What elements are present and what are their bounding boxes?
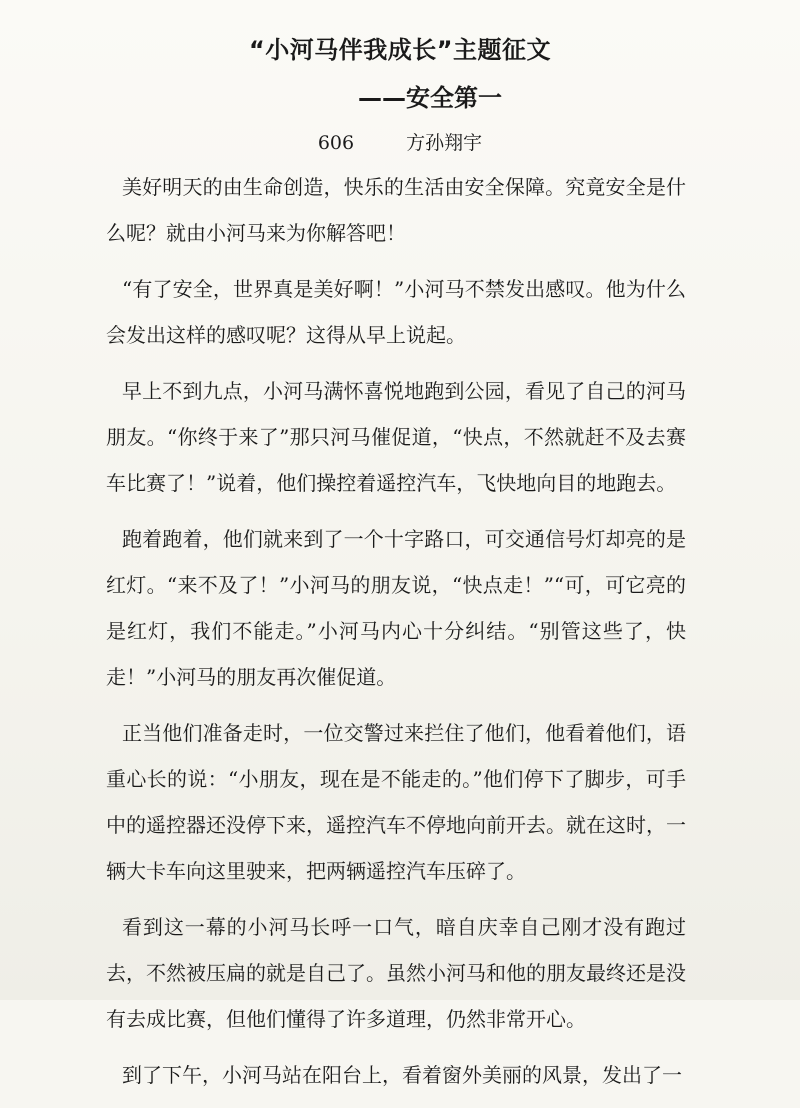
- paragraph: 跑着跑着，他们就来到了一个十字路口，可交通信号灯却亮的是红灯。“来不及了！”小河马的朋友说，“快点走！”“可，可它亮的是红灯，我们不能走。”小河马内心十分纠结。“别管这些了，快走！”小河马的朋友再次催促道。: [106, 527, 686, 689]
- essay-subtitle: ——安全第一: [358, 84, 502, 112]
- class-number: 606: [317, 132, 355, 154]
- byline: [0, 126, 800, 160]
- essay-body: [106, 164, 686, 1108]
- paragraph: 看到这一幕的小河马长呼一口气，暗自庆幸自己刚才没有跑过去，不然被压扁的就是自己了。虽然小河马和他的朋友最终还是没有去成比赛，但他们懂得了许多道理，仍然非常开心。: [106, 915, 686, 1031]
- paragraph: 到了下午，小河马站在阳台上，看着窗外美丽的风景，发出了一: [122, 1063, 682, 1087]
- paragraph: 美好明天的由生命创造，快乐的生活由安全保障。究竟安全是什么呢？就由小河马来为你解答吧！: [106, 175, 686, 245]
- author-name: 方孙翔宇: [406, 132, 483, 154]
- paragraph: “有了安全，世界真是美好啊！”小河马不禁发出感叹。他为什么会发出这样的感叹呢？这得从早上说起。: [106, 277, 686, 347]
- paragraph: 早上不到九点，小河马满怀喜悦地跑到公园，看见了自己的河马朋友。“你终于来了”那只河马催促道，“快点，不然就赶不及去赛车比赛了！”说着，他们操控着遥控汽车，飞快地向目的地跑去。: [106, 379, 686, 495]
- essay-title: “小河马伴我成长”主题征文: [248, 36, 552, 64]
- paragraph: 正当他们准备走时，一位交警过来拦住了他们，他看着他们，语重心长的说：“小朋友，现在是不能走的。”他们停下了脚步，可手中的遥控器还没停下来，遥控汽车不停地向前开去。就在这时，一辆大卡车向这里驶来，把两辆遥控汽车压碎了。: [106, 721, 686, 883]
